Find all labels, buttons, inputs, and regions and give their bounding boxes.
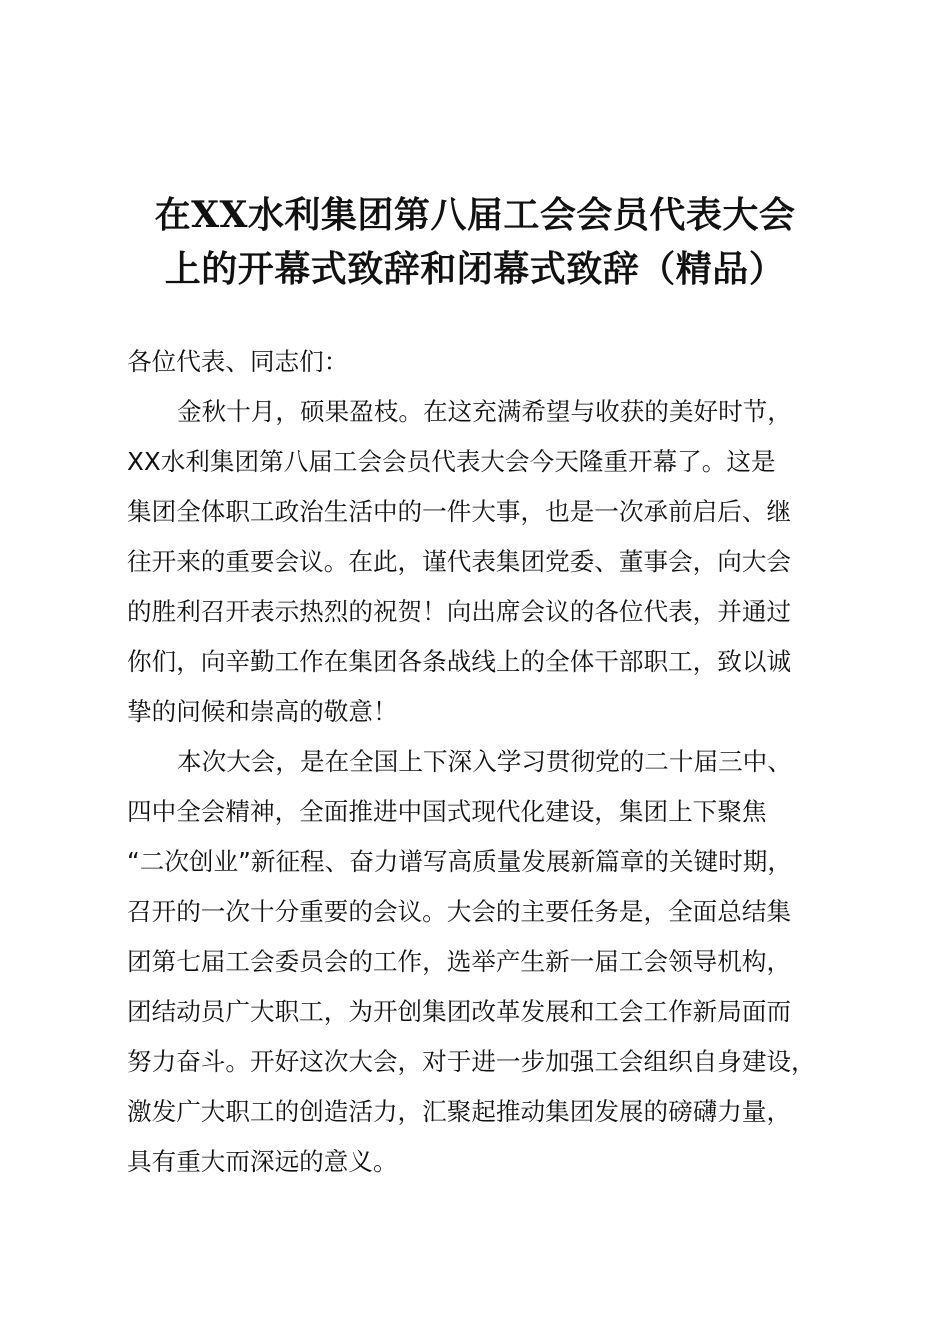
paragraph-1-line: 的胜利召开表示热烈的祝贺！向出席会议的各位代表，并通过	[127, 597, 792, 626]
paragraph-2-line: 团第七届工会委员会的工作，选举产生新一届工会领导机构，	[127, 947, 792, 976]
salutation: 各位代表、同志们：	[127, 347, 349, 376]
paragraph-2-line: 团结动员广大职工，为开创集团改革发展和工会工作新局面而	[127, 997, 792, 1026]
paragraph-1-line: XX水利集团第八届工会会员代表大会今天隆重开幕了。这是	[127, 447, 776, 476]
paragraph-1-line: 挚的问候和崇高的敬意！	[127, 697, 398, 726]
paragraph-2-line: 努力奋斗。开好这次大会，对于进一步加强工会组织自身建设，	[127, 1047, 816, 1076]
paragraph-2-line: 四中全会精神，全面推进中国式现代化建设，集团上下聚焦	[127, 797, 767, 826]
paragraph-1-line: 往开来的重要会议。在此，谨代表集团党委、董事会，向大会	[127, 547, 792, 576]
document-title-line-2: 上的开幕式致辞和闭幕式致辞（精品）	[164, 248, 786, 290]
paragraph-2-line: “二次创业”新征程、奋力谱写高质量发展新篇章的关键时期，	[127, 847, 792, 876]
paragraph-1-line: 集团全体职工政治生活中的一件大事，也是一次承前启后、继	[127, 497, 792, 526]
paragraph-2-line: 召开的一次十分重要的会议。大会的主要任务是，全面总结集	[127, 897, 792, 926]
paragraph-2-line: 本次大会，是在全国上下深入学习贯彻党的二十届三中、	[177, 747, 792, 776]
paragraph-1-line: 金秋十月，硕果盈枝。在这充满希望与收获的美好时节，	[177, 397, 792, 426]
paragraph-2-line: 激发广大职工的创造活力，汇聚起推动集团发展的磅礴力量，	[127, 1097, 792, 1126]
paragraph-1-line: 你们，向辛勤工作在集团各条战线上的全体干部职工，致以诚	[127, 647, 792, 676]
paragraph-2-line: 具有重大而深远的意义。	[127, 1147, 398, 1176]
document-title-line-1: 在XX水利集团第八届工会会员代表大会	[154, 194, 796, 236]
